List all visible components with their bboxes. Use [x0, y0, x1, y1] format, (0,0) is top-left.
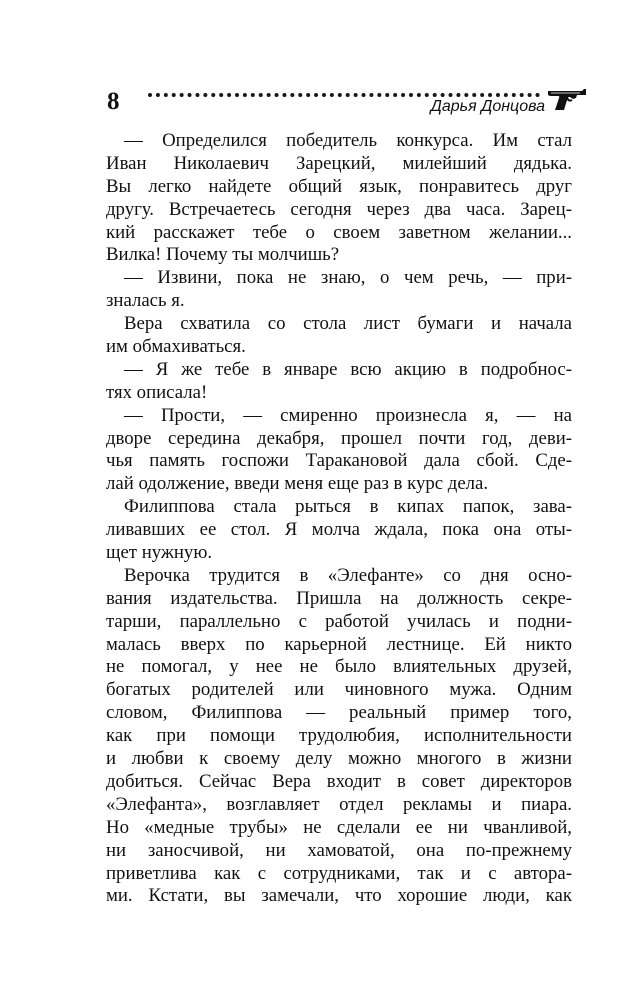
text-line: Иван Николаевич Зарецкий, милейший дядька.: [106, 152, 572, 174]
text-line: добиться. Сейчас Вера входит в совет директоров: [106, 770, 572, 792]
text-line: словом, Филиппова — реальный пример того,: [106, 702, 572, 724]
text-line: ни заносчивой, ни хамоватой, она по-прежнему: [106, 839, 572, 861]
text-line: Филиппова стала рыться в кипах папок, зава-: [124, 496, 572, 518]
text-line: приветлива как с сотрудниками, так и с автора-: [106, 862, 572, 884]
text-line: — Извини, пока не знаю, о чем речь, — при-: [124, 267, 572, 289]
text-line: другу. Встречаетесь сегодня через два часа. Зарец-: [106, 198, 572, 220]
text-line: как при помощи трудолюбия, исполнительности: [106, 725, 572, 747]
text-line: вания издательства. Пришла на должность секре-: [106, 587, 572, 609]
text-line: кий расскажет тебе о своем заветном желании...: [106, 221, 572, 243]
text-line: богатых родителей или чиновного мужа. Одним: [106, 679, 572, 701]
text-line: малась вверх по карьерной лестнице. Ей никто: [106, 633, 572, 655]
text-line: Вилка! Почему ты молчишь?: [106, 244, 340, 266]
text-line: — Я же тебе в январе всю акцию в подробнос-: [124, 358, 572, 380]
text-line: чья память госпожи Таракановой дала сбой. Сде-: [106, 450, 572, 472]
text-line: — Определился победитель конкурса. Им стал: [124, 130, 572, 151]
text-line: «Элефанта», возглавляет отдел рекламы и пиара.: [106, 793, 572, 815]
text-line: тях описала!: [106, 381, 208, 403]
text-line: тарши, параллельно с работой училась и подни-: [106, 610, 572, 632]
text-line: не помогал, у нее не было влиятельных друзей,: [106, 656, 572, 678]
body-text: [106, 130, 572, 908]
text-line: им обмахиваться.: [106, 336, 246, 358]
text-line: щет нужную.: [106, 542, 213, 564]
text-line: дворе середина декабря, прошел почти год, деви-: [106, 427, 572, 449]
text-line: Но «медные трубы» не сделали ее ни чванливой,: [106, 816, 572, 838]
text-line: и любви к своему делу можно многого в жизни: [106, 748, 572, 770]
author-name: Дарья Донцова: [430, 98, 545, 115]
text-line: Вера схватила со стола лист бумаги и начала: [124, 313, 572, 335]
text-line: лай одолжение, введи меня еще раз в курс дела.: [106, 473, 489, 495]
pistol-icon: [546, 86, 588, 112]
text-line: зналась я.: [106, 290, 185, 312]
text-line: Вы легко найдете общий язык, понравитесь друг: [106, 175, 572, 197]
text-line: ливавших ее стол. Я молча ждала, пока она оты-: [106, 519, 572, 541]
text-line: — Прости, — смиренно произнесла я, — на: [124, 404, 572, 426]
text-line: Верочка трудится в «Элефанте» со дня осно-: [124, 564, 572, 586]
page-number: 8: [107, 88, 120, 115]
text-line: ми. Кстати, вы замечали, что хорошие люди, как: [106, 885, 572, 907]
